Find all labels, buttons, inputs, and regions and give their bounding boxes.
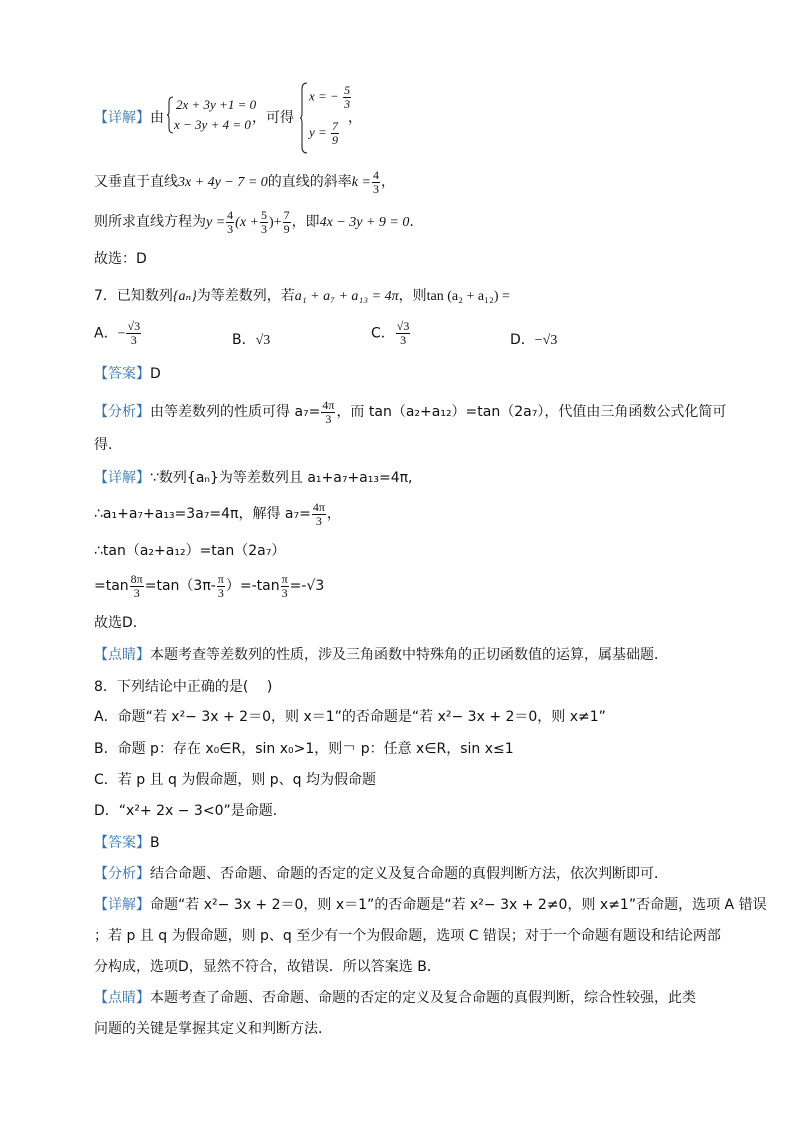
k-den: 3 bbox=[372, 181, 379, 196]
left-brace-2 bbox=[299, 82, 308, 154]
x-lhs: x = − bbox=[309, 88, 339, 104]
eq-end: . bbox=[409, 214, 414, 230]
q8-comment-1 bbox=[94, 988, 696, 1008]
eq-c-num: 7 bbox=[283, 207, 290, 222]
q6-tail: ， bbox=[348, 110, 362, 126]
detail-4-num-3: π bbox=[281, 571, 288, 586]
y-num: 7 bbox=[332, 119, 339, 133]
option-a-label: A． bbox=[94, 325, 118, 342]
detail-text-4b: =tan（3π- bbox=[144, 578, 216, 594]
detail-text-1: ∵数列{aₙ}为等差数列且 a₁+a₇+a₁₃=4π, bbox=[150, 470, 413, 486]
y-den: 9 bbox=[332, 133, 339, 147]
q7-option-d[interactable] bbox=[510, 329, 557, 349]
analysis-tag: 【分析】 bbox=[94, 404, 150, 420]
comment-text: 本题考查等差数列的性质，涉及三角函数中特殊角的正切函数值的运算，属基础题． bbox=[150, 647, 668, 663]
option-b-label: B． bbox=[232, 332, 256, 348]
q8-option-c[interactable]: C．若 p 且 q 为假命题，则 p、q 均为假命题 bbox=[94, 772, 377, 788]
eq-a-num: 4 bbox=[227, 207, 234, 222]
detail-lead: 由 bbox=[150, 110, 164, 126]
detail-text-4c: ）=-tan bbox=[225, 578, 280, 594]
q7-detail-3: ∴tan（a₂+a₁₂）=tan（2a₇） bbox=[94, 543, 286, 559]
perp-pre: 又垂直于直线 bbox=[94, 174, 178, 190]
q7-stem-pre: 7．已知数列 bbox=[94, 288, 173, 304]
eq-frac-a bbox=[226, 209, 234, 236]
option-c-num: √3 bbox=[396, 319, 410, 333]
eq-y: y = bbox=[206, 215, 226, 230]
q7-stem-mid2: ，则 bbox=[398, 288, 427, 304]
perp-equation: 3x + 4y − 7 = 0 bbox=[178, 175, 268, 190]
q7-condition: a₁ + a₇ + a₁₃ = 4π bbox=[294, 289, 399, 304]
left-brace-1 bbox=[166, 96, 174, 134]
perp-end: ， bbox=[380, 174, 395, 190]
x-fraction bbox=[343, 84, 351, 111]
q7-stem-mid: 为等差数列，若 bbox=[196, 288, 295, 304]
analysis-text-2: ，而 tan（a₂+a₁₂）=tan（2a₇），代值由三角函数公式化简可 bbox=[336, 404, 727, 420]
option-a-den: 3 bbox=[130, 333, 137, 347]
eq-close: )+ bbox=[269, 215, 282, 230]
option-c-fraction bbox=[396, 320, 411, 347]
eq-b-den: 3 bbox=[261, 221, 267, 236]
q6-choose: 故选：D bbox=[94, 251, 147, 267]
answer-value: D bbox=[150, 366, 161, 382]
option-b-value: √3 bbox=[255, 333, 271, 348]
q8-option-b[interactable]: B．命题 p：存在 x₀∈R，sin x₀>1，则￢ p：任意 x∈R，sin x≤1 bbox=[94, 741, 514, 757]
y-solution bbox=[309, 120, 340, 147]
detail-2-num: 4π bbox=[312, 499, 325, 514]
q7-option-b[interactable] bbox=[232, 329, 270, 349]
option-c-den: 3 bbox=[400, 333, 407, 347]
analysis-tag: 【分析】 bbox=[94, 866, 150, 882]
option-a-fraction bbox=[126, 320, 141, 347]
comment-text-1: 本题考查了命题、否命题、命题的否定的定义及复合命题的真假判断，综合性较强，此类 bbox=[150, 990, 696, 1006]
detail-4-fraction-1 bbox=[130, 573, 144, 600]
comment-tag: 【点睛】 bbox=[94, 647, 150, 663]
detail-4-den-2: 3 bbox=[217, 585, 224, 600]
system-eq-2: x − 3y + 4 = 0 bbox=[174, 117, 251, 132]
k-fraction bbox=[372, 169, 380, 196]
eq-pre: 则所求直线方程为 bbox=[94, 214, 206, 230]
q7-answer bbox=[94, 364, 161, 384]
option-a-sign: − bbox=[117, 326, 126, 342]
x-num: 5 bbox=[344, 83, 351, 97]
detail-4-num-1: 8π bbox=[130, 571, 143, 586]
detail-4-den-3: 3 bbox=[281, 585, 288, 600]
analysis-den: 3 bbox=[325, 411, 332, 426]
q7-detail-1 bbox=[94, 468, 413, 488]
q6-detail-line bbox=[94, 108, 164, 128]
q8-comment-2: 问题的关键是掌握其定义和判断方法． bbox=[94, 1021, 332, 1037]
q8-detail-1 bbox=[94, 895, 767, 915]
detail-text-2b: ， bbox=[326, 506, 341, 522]
q8-option-a[interactable]: A．命题“若 x²− 3x + 2＝0，则 x＝1”的否命题是“若 x²− 3x + 2＝0，则 x≠1” bbox=[94, 709, 606, 725]
eq-final: 4x − 3y + 9 = 0 bbox=[319, 215, 410, 230]
q7-comment bbox=[94, 645, 668, 665]
option-d-label: D． bbox=[510, 332, 535, 348]
q8-option-d[interactable]: D．“x²+ 2x − 3<0”是命题． bbox=[94, 803, 287, 819]
eq-a-den: 3 bbox=[227, 221, 234, 236]
system-eq-1: 2x + 3y +1 = 0 bbox=[176, 97, 257, 112]
q6-equation-line bbox=[94, 207, 414, 238]
q8-detail-3: 分构成，选项D，显然不符合，故错误．所以答案选 B． bbox=[94, 959, 441, 975]
detail-4-den-1: 3 bbox=[133, 585, 140, 600]
detail-text-4d: =-√3 bbox=[289, 578, 325, 594]
detail-4-num-2: π bbox=[217, 571, 224, 586]
detail-text-1: 命题“若 x²− 3x + 2＝0，则 x＝1”的否命题是“若 x²− 3x + 2≠0，则 x≠1”否命题，选项 A 错误 bbox=[150, 897, 767, 913]
detail-4-fraction-2 bbox=[217, 573, 225, 600]
perp-mid: 的直线的斜率 bbox=[267, 174, 352, 190]
q7-analysis bbox=[94, 397, 726, 427]
k-num: 4 bbox=[372, 167, 379, 182]
eq-c-den: 9 bbox=[283, 221, 290, 236]
y-fraction bbox=[331, 120, 339, 147]
eq-b-num: 5 bbox=[261, 207, 267, 222]
eq-mid: ，即 bbox=[291, 214, 320, 230]
q7-option-a[interactable] bbox=[94, 320, 142, 347]
eq-x: (x + bbox=[235, 215, 259, 230]
detail-2-den: 3 bbox=[315, 513, 322, 528]
detail-tag: 【详解】 bbox=[94, 470, 150, 486]
detail-2-fraction bbox=[312, 501, 326, 528]
q6-perp-line bbox=[94, 167, 395, 198]
analysis-num: 4π bbox=[322, 397, 335, 412]
answer-tag: 【答案】 bbox=[94, 835, 150, 851]
detail-tag: 【详解】 bbox=[94, 897, 150, 913]
q8-stem: 8．下列结论中正确的是( ) bbox=[94, 679, 273, 695]
analysis-fraction bbox=[321, 399, 335, 426]
q7-analysis-cont: 得． bbox=[94, 437, 122, 453]
option-d-value: −√3 bbox=[534, 333, 558, 348]
q8-answer bbox=[94, 833, 160, 853]
q7-stem bbox=[94, 286, 510, 307]
q7-detail-4 bbox=[94, 571, 324, 601]
option-c-label: C． bbox=[371, 325, 395, 342]
q8-analysis bbox=[94, 864, 668, 884]
eq-frac-b bbox=[260, 209, 268, 236]
q7-seq: {aₙ} bbox=[172, 289, 197, 304]
q7-detail-2 bbox=[94, 499, 341, 529]
q7-option-c[interactable] bbox=[371, 320, 411, 347]
detail-tag: 【详解】 bbox=[94, 110, 150, 126]
option-a-num: √3 bbox=[127, 319, 141, 333]
perp-k: k = bbox=[351, 175, 371, 190]
y-lhs: y = bbox=[309, 124, 327, 140]
answer-value: B bbox=[150, 835, 160, 851]
q8-detail-2: ；若 p 且 q 为假命题，则 p、q 至少有一个为假命题，选项 C 错误；对于一个命题有题设和结论两部 bbox=[94, 928, 721, 944]
detail-text-2a: ∴a₁+a₇+a₁₃=3a₇=4π，解得 a₇= bbox=[94, 506, 311, 522]
q6-mid: ，可得 bbox=[252, 110, 294, 126]
x-den: 3 bbox=[344, 97, 351, 111]
comment-tag: 【点睛】 bbox=[94, 990, 150, 1006]
eq-frac-c bbox=[283, 209, 291, 236]
analysis-text-1: 由等差数列的性质可得 a₇= bbox=[150, 404, 321, 420]
q7-ask: tan (a₂ + a₁₂) = bbox=[426, 289, 510, 304]
q7-choose: 故选D． bbox=[94, 615, 147, 631]
analysis-text: 结合命题、否命题、命题的否定的定义及复合命题的真假判断方法，依次判断即可． bbox=[150, 866, 668, 882]
detail-text-4a: =tan bbox=[94, 578, 129, 594]
answer-tag: 【答案】 bbox=[94, 366, 150, 382]
detail-4-fraction-3 bbox=[281, 573, 289, 600]
x-solution bbox=[309, 84, 352, 111]
